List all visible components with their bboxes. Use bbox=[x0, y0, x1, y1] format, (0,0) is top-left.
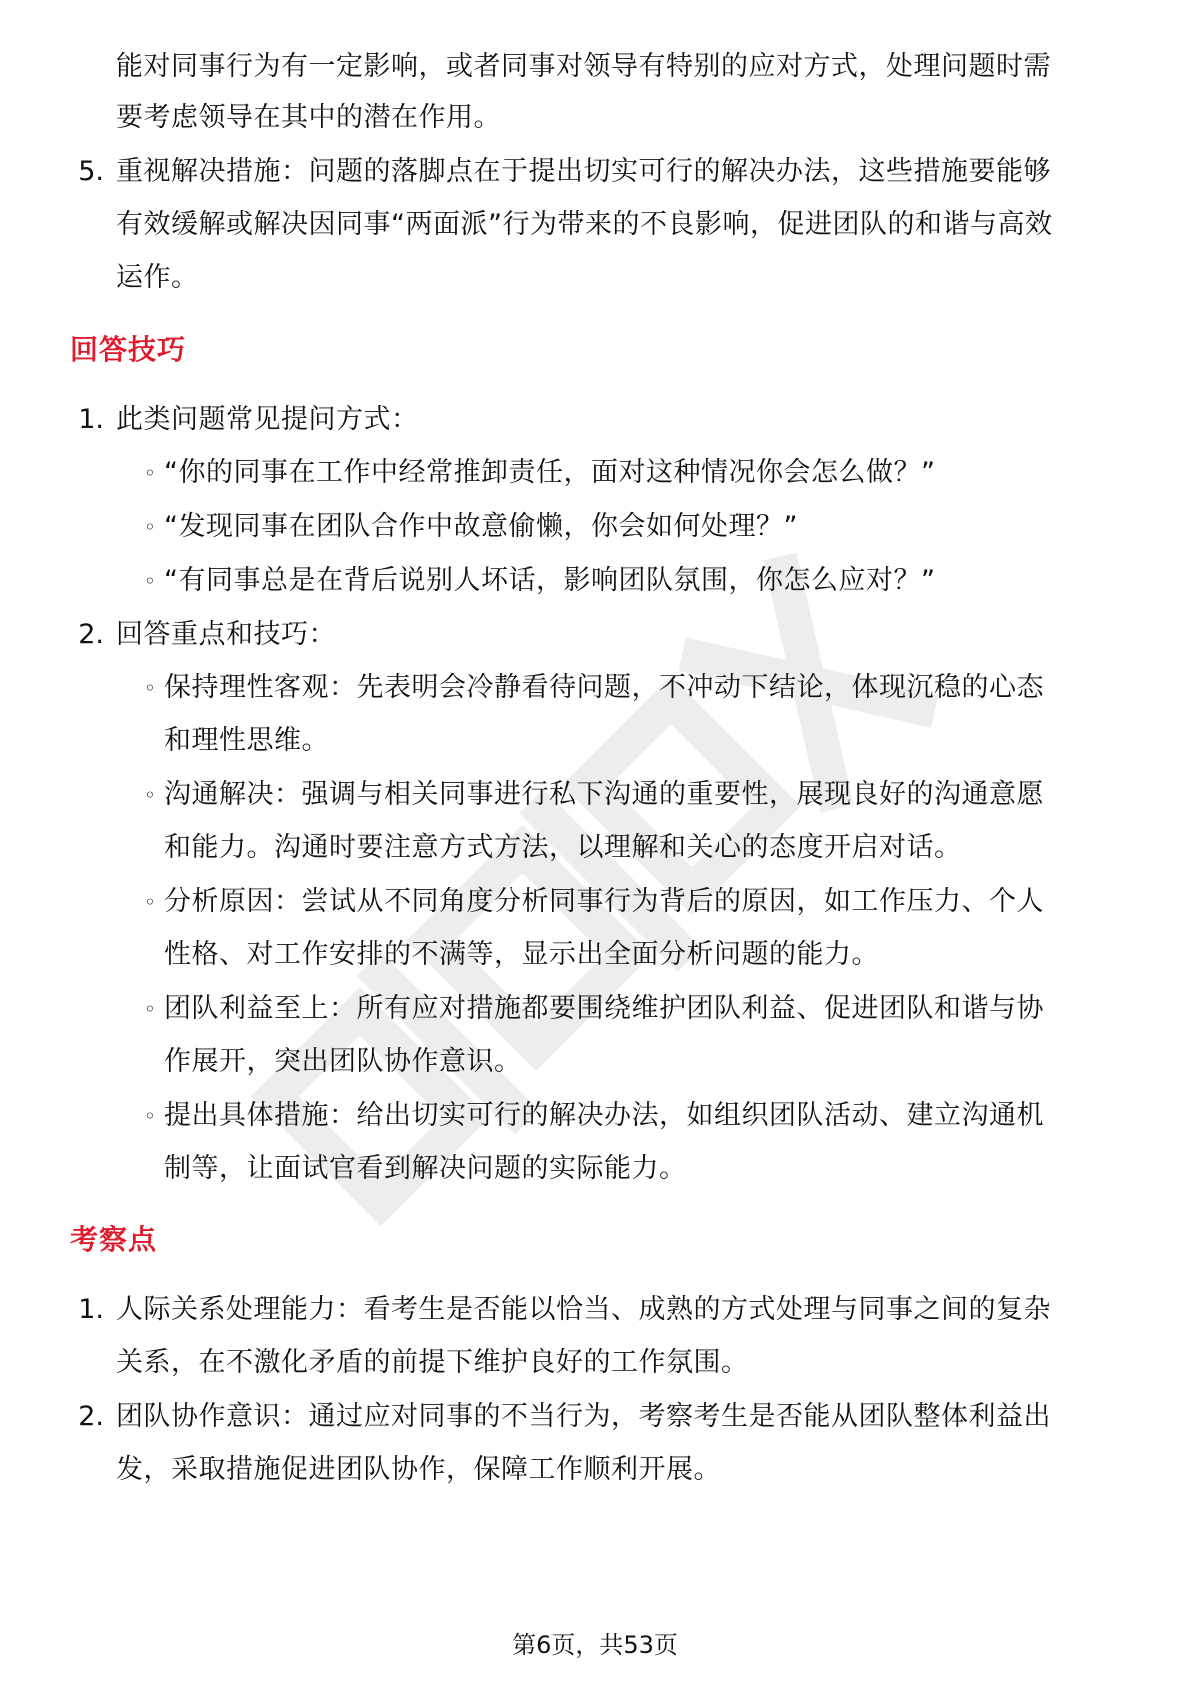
tips-item1-title: 此类问题常见提问方式： bbox=[116, 404, 419, 435]
section-heading-tips: 回答技巧 bbox=[70, 333, 187, 366]
points-item2-line-1: 团队协作意识：通过应对同事的不当行为，考察考生是否能从团队整体利益出 bbox=[116, 1401, 1051, 1432]
tips-item1-bullet-3: “有同事总是在背后说别人坏话，影响团队氛围，你怎么应对？” bbox=[164, 565, 936, 596]
tips-item2-bullet-3-line-1: 分析原因：尝试从不同角度分析同事行为背后的原因，如工作压力、个人 bbox=[164, 886, 1044, 917]
list-number: 2. bbox=[78, 1401, 104, 1432]
continuation-line-1: 能对同事行为有一定影响，或者同事对领导有特别的应对方式，处理问题时需 bbox=[116, 51, 1051, 82]
tips-item1-bullet-2: “发现同事在团队合作中故意偷懒，你会如何处理？” bbox=[164, 511, 798, 542]
item5-line-3: 运作。 bbox=[116, 262, 199, 293]
continuation-line-2: 要考虑领导在其中的潜在作用。 bbox=[116, 102, 501, 133]
bullet-icon: ◦ bbox=[144, 1104, 156, 1128]
tips-item2-bullet-1-line-2: 和理性思维。 bbox=[164, 725, 329, 756]
list-number: 5. bbox=[78, 156, 104, 187]
bullet-icon: ◦ bbox=[144, 890, 156, 914]
tips-item2-bullet-5-line-1: 提出具体措施：给出切实可行的解决办法，如组织团队活动、建立沟通机 bbox=[164, 1100, 1044, 1131]
list-number: 1. bbox=[78, 1294, 104, 1325]
bullet-icon: ◦ bbox=[144, 461, 156, 485]
tips-item2-bullet-1-line-1: 保持理性客观：先表明会冷静看待问题，不冲动下结论，体现沉稳的心态 bbox=[164, 672, 1044, 703]
item5-line-1: 重视解决措施：问题的落脚点在于提出切实可行的解决办法，这些措施要能够 bbox=[116, 156, 1051, 187]
bullet-icon: ◦ bbox=[144, 783, 156, 807]
bullet-icon: ◦ bbox=[144, 676, 156, 700]
bullet-icon: ◦ bbox=[144, 997, 156, 1021]
tips-item2-bullet-4-line-1: 团队利益至上：所有应对措施都要围绕维护团队利益、促进团队和谐与协 bbox=[164, 993, 1044, 1024]
tips-item2-title: 回答重点和技巧： bbox=[116, 619, 336, 650]
section-heading-points: 考察点 bbox=[70, 1223, 158, 1256]
points-item1-line-2: 关系，在不激化矛盾的前提下维护良好的工作氛围。 bbox=[116, 1347, 749, 1378]
points-item2-line-2: 发，采取措施促进团队协作，保障工作顺利开展。 bbox=[116, 1454, 721, 1485]
tips-item2-bullet-3-line-2: 性格、对工作安排的不满等，显示出全面分析问题的能力。 bbox=[164, 939, 879, 970]
tips-item2-bullet-2-line-1: 沟通解决：强调与相关同事进行私下沟通的重要性，展现良好的沟通意愿 bbox=[164, 779, 1044, 810]
bullet-icon: ◦ bbox=[144, 569, 156, 593]
bullet-icon: ◦ bbox=[144, 515, 156, 539]
tips-item2-bullet-5-line-2: 制等，让面试官看到解决问题的实际能力。 bbox=[164, 1153, 687, 1184]
tips-item2-bullet-2-line-2: 和能力。沟通时要注意方式方法，以理解和关心的态度开启对话。 bbox=[164, 832, 962, 863]
points-item1-line-1: 人际关系处理能力：看考生是否能以恰当、成熟的方式处理与同事之间的复杂 bbox=[116, 1294, 1051, 1325]
tips-item2-bullet-4-line-2: 作展开，突出团队协作意识。 bbox=[164, 1046, 522, 1077]
item5-line-2: 有效缓解或解决因同事“两面派”行为带来的不良影响，促进团队的和谐与高效 bbox=[116, 209, 1053, 240]
list-number: 1. bbox=[78, 404, 104, 435]
tips-item1-bullet-1: “你的同事在工作中经常推卸责任，面对这种情况你会怎么做？” bbox=[164, 457, 936, 488]
page-footer: 第6页，共53页 bbox=[512, 1631, 678, 1659]
list-number: 2. bbox=[78, 619, 104, 650]
